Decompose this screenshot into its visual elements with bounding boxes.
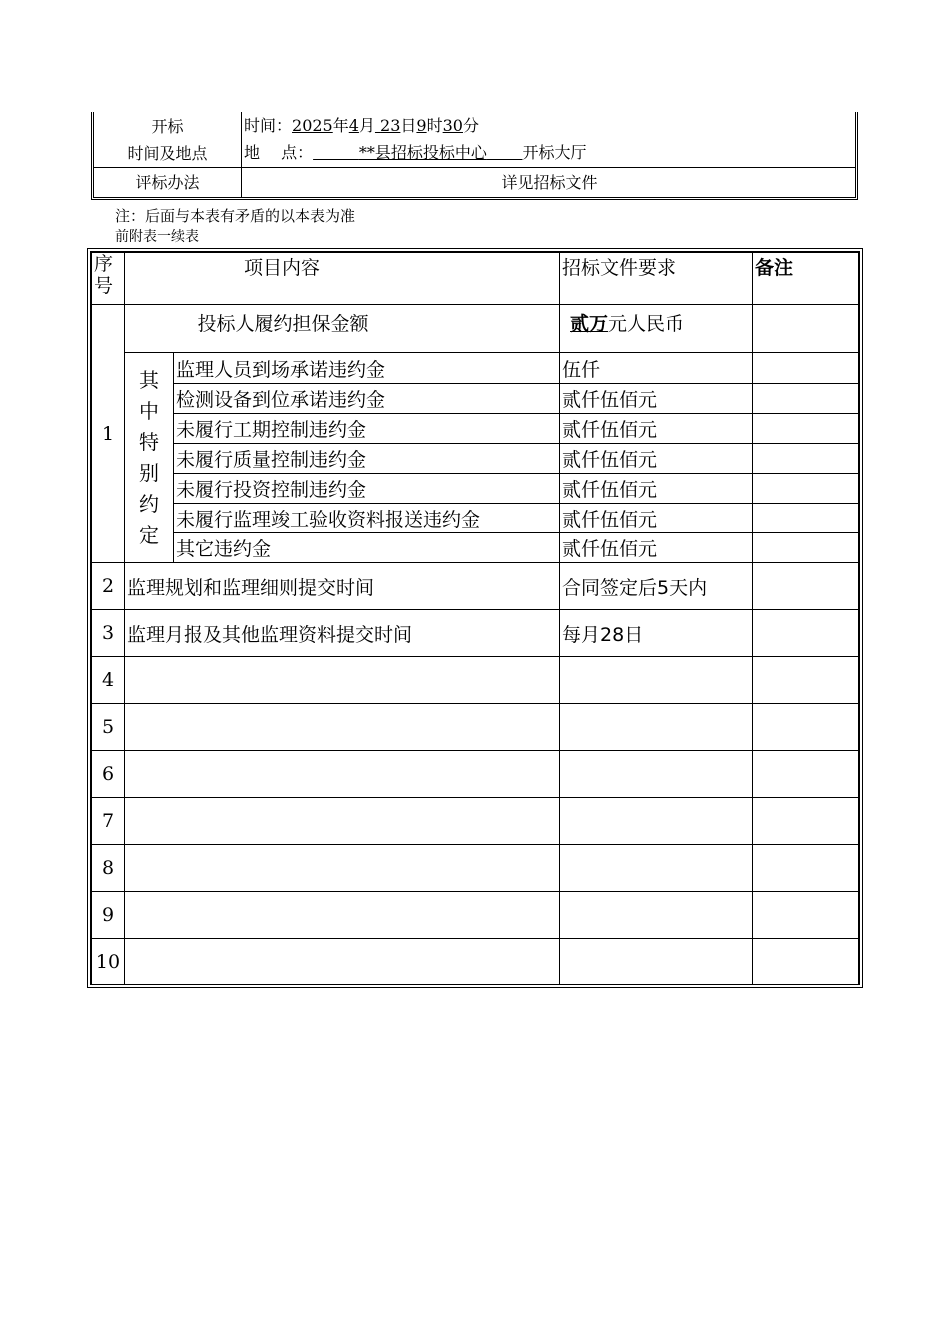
evaluation-row	[94, 168, 855, 197]
row-item: 监理月报及其他监理资料提交时间	[125, 610, 560, 657]
sub-item: 监理人员到场承诺违约金	[174, 353, 560, 384]
sub-remark	[753, 444, 859, 474]
sub-requirement: 贰仟伍佰元	[560, 414, 753, 444]
row-requirement	[560, 939, 753, 985]
row-item: 监理规划和监理细则提交时间	[125, 563, 560, 610]
row-requirement	[560, 892, 753, 939]
table-row	[92, 610, 859, 657]
header-requirement: 招标文件要求	[560, 253, 753, 305]
row-remark	[753, 751, 859, 798]
header-seq: 序号	[92, 253, 125, 305]
row-seq: 3	[92, 610, 125, 657]
opening-place: 地 点： **县招标投标中心 开标大厅	[244, 143, 587, 162]
row-requirement: 合同签定后5天内	[560, 563, 753, 610]
sub-requirement: 贰仟伍佰元	[560, 533, 753, 563]
table-row	[92, 533, 859, 563]
row-requirement	[560, 751, 753, 798]
evaluation-label: 评标办法	[94, 168, 242, 197]
sub-item: 未履行工期控制违约金	[174, 414, 560, 444]
sub-item: 其它违约金	[174, 533, 560, 563]
row-remark	[753, 610, 859, 657]
row-requirement	[560, 704, 753, 751]
row-requirement	[560, 798, 753, 845]
row-requirement	[560, 657, 753, 704]
header-remark: 备注	[753, 253, 859, 305]
row-requirement	[560, 845, 753, 892]
sub-remark	[753, 533, 859, 563]
sub-remark	[753, 504, 859, 533]
sub-remark	[753, 353, 859, 384]
sub-remark	[753, 384, 859, 414]
row-item	[125, 892, 560, 939]
table-row	[92, 353, 859, 384]
evaluation-value: 详见招标文件	[501, 173, 598, 192]
row-remark	[753, 563, 859, 610]
note-text: 注：后面与本表有矛盾的以本表为准	[115, 207, 356, 225]
table-row	[92, 414, 859, 444]
row-seq: 9	[92, 892, 125, 939]
sub-requirement: 贰仟伍佰元	[560, 474, 753, 504]
opening-row	[94, 112, 855, 168]
table-row	[92, 305, 859, 353]
sub-item: 未履行投资控制违约金	[174, 474, 560, 504]
row-item	[125, 704, 560, 751]
row-item	[125, 939, 560, 985]
table-header-row	[92, 253, 859, 305]
row-seq: 1	[92, 305, 125, 563]
row-item	[125, 798, 560, 845]
row-remark	[753, 798, 859, 845]
table-row	[92, 704, 859, 751]
row-seq: 8	[92, 845, 125, 892]
row-seq: 2	[92, 563, 125, 610]
sub-item: 未履行监理竣工验收资料报送违约金	[174, 504, 560, 533]
row-remark	[753, 845, 859, 892]
row-requirement: 贰万元人民币	[560, 305, 753, 353]
row-seq: 4	[92, 657, 125, 704]
row-item	[125, 751, 560, 798]
sub-requirement: 贰仟伍佰元	[560, 384, 753, 414]
row-seq: 5	[92, 704, 125, 751]
row-remark	[753, 704, 859, 751]
sub-item: 未履行质量控制违约金	[174, 444, 560, 474]
table-row	[92, 845, 859, 892]
header-item: 项目内容	[125, 253, 560, 305]
table-row	[92, 474, 859, 504]
row-item: 投标人履约担保金额	[125, 305, 560, 353]
table-row	[92, 384, 859, 414]
row-requirement: 每月28日	[560, 610, 753, 657]
table-row	[92, 892, 859, 939]
table-row	[92, 798, 859, 845]
special-agreement-label: 其 中 特 别 约 定	[125, 353, 174, 563]
attachment-table	[87, 248, 863, 988]
row-remark	[753, 892, 859, 939]
opening-time: 时间：2025年4月 23日9时30分	[244, 116, 479, 135]
continuation-title: 前附表一续表	[115, 229, 199, 245]
opening-info-table	[91, 112, 858, 200]
table-row	[92, 444, 859, 474]
sub-requirement: 贰仟伍佰元	[560, 504, 753, 533]
table-row	[92, 939, 859, 985]
opening-value	[242, 112, 855, 167]
row-remark	[753, 657, 859, 704]
row-seq: 6	[92, 751, 125, 798]
row-remark	[753, 305, 859, 353]
table-row	[92, 504, 859, 533]
row-remark	[753, 939, 859, 985]
row-seq: 10	[92, 939, 125, 985]
row-item	[125, 845, 560, 892]
sub-item: 检测设备到位承诺违约金	[174, 384, 560, 414]
sub-requirement: 伍仟	[560, 353, 753, 384]
sub-remark	[753, 414, 859, 444]
sub-remark	[753, 474, 859, 504]
row-item	[125, 657, 560, 704]
table-row	[92, 563, 859, 610]
table-row	[92, 657, 859, 704]
row-seq: 7	[92, 798, 125, 845]
opening-label: 开标 时间及地点	[94, 112, 242, 167]
sub-requirement: 贰仟伍佰元	[560, 444, 753, 474]
table-row	[92, 751, 859, 798]
